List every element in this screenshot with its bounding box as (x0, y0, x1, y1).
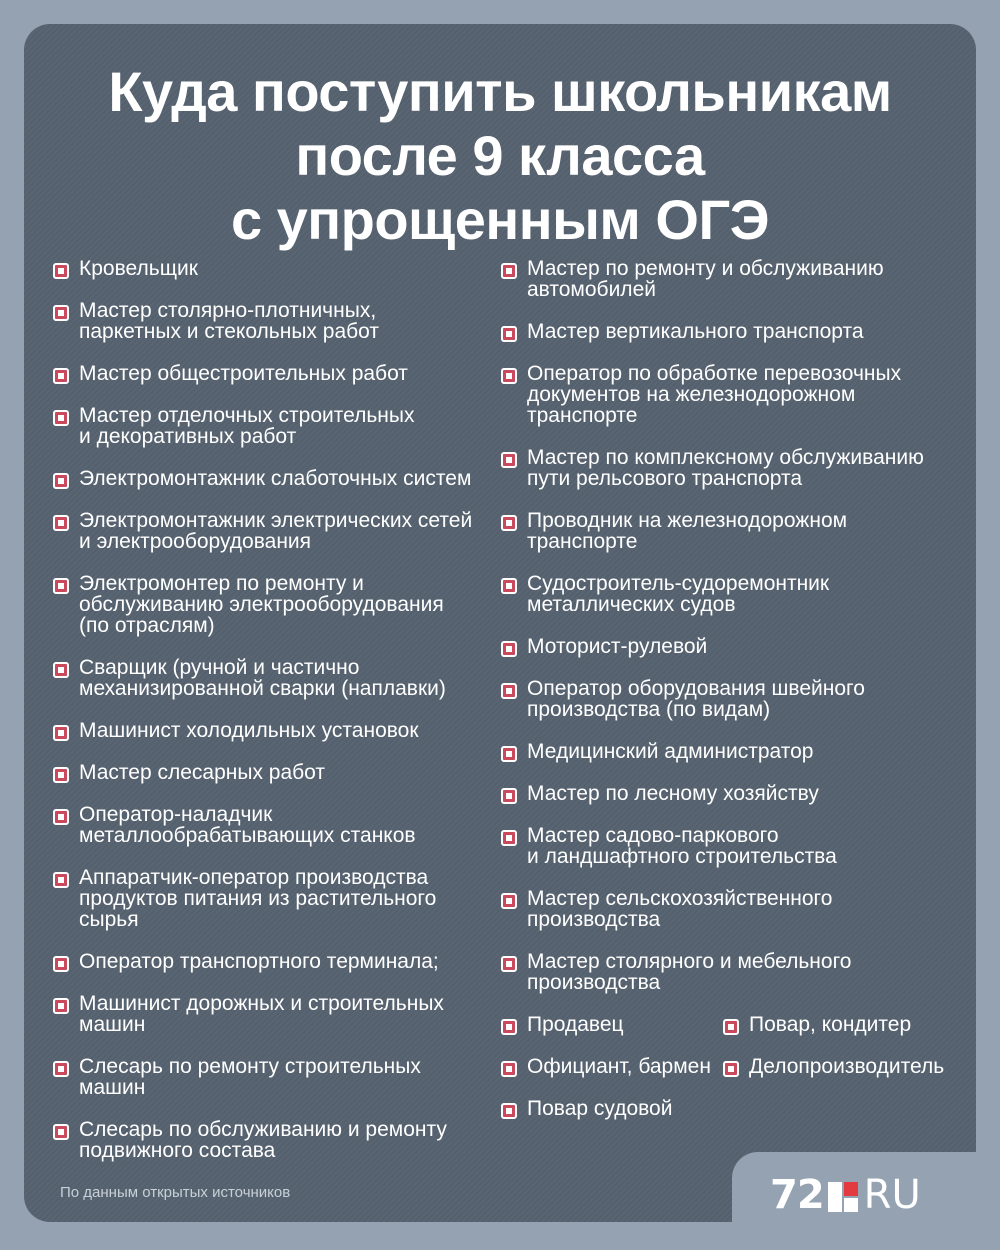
list-item (722, 1056, 944, 1077)
list-item-text: Продавец (527, 1013, 624, 1036)
list-item (500, 363, 960, 426)
list-item (52, 867, 492, 930)
brand-logo (770, 1172, 921, 1218)
list-item-text: Сварщик (ручной и частично (79, 656, 360, 679)
bullet-icon (501, 326, 517, 342)
list-item-text: машин (79, 1076, 146, 1099)
bullet-icon (53, 410, 69, 426)
bullet-icon (501, 1103, 517, 1119)
list-item-text: (по отраслям) (79, 614, 215, 637)
bullet-icon (53, 956, 69, 972)
list-item (52, 1119, 492, 1161)
list-item-text: Повар, кондитер (749, 1013, 912, 1036)
list-item (500, 1014, 722, 1035)
bullet-icon (53, 473, 69, 489)
bullet-icon (53, 263, 69, 279)
list-item (52, 510, 492, 552)
title-line: с упрощенным ОГЭ (230, 188, 770, 251)
list-item-text: транспорте (527, 404, 638, 427)
list-item-text: Кровельщик (79, 257, 198, 280)
list-item-text: и электрооборудования (79, 530, 312, 553)
list-item (500, 510, 960, 552)
list-item-text: Мастер слесарных работ (79, 761, 326, 784)
bullet-icon (501, 956, 517, 972)
list-item (52, 573, 492, 636)
list-item-text: паркетных и стекольных работ (79, 320, 379, 343)
bullet-icon (501, 578, 517, 594)
list-item-text: металлообрабатывающих станков (79, 824, 416, 847)
list-item-text: сырья (79, 908, 139, 931)
bullet-icon (53, 872, 69, 888)
bullet-icon (53, 368, 69, 384)
list-item (500, 321, 960, 342)
list-item (500, 573, 960, 615)
list-item-text: Мастер по ремонту и обслуживанию (527, 257, 884, 280)
bullet-icon (53, 1061, 69, 1077)
list-item (52, 951, 492, 972)
bullet-icon (53, 725, 69, 741)
list-item-text: производства (527, 971, 661, 994)
list-item (52, 993, 492, 1035)
bullet-icon (501, 641, 517, 657)
logo-mark-icon (828, 1182, 858, 1212)
bullet-icon (53, 767, 69, 783)
list-item-text: Мастер отделочных строительных (79, 404, 415, 427)
title-line: Куда поступить школьникам (108, 60, 892, 123)
list-item-text: Электромонтажник электрических сетей (79, 509, 473, 532)
list-item-text: механизированной сварки (наплавки) (79, 677, 446, 700)
list-item-text: Проводник на железнодорожном (527, 509, 848, 532)
list-item-text: транспорте (527, 530, 638, 553)
bullet-icon (501, 515, 517, 531)
list-item (500, 741, 960, 762)
list-item-text: и ландшафтного строительства (527, 845, 837, 868)
bullet-icon (501, 368, 517, 384)
bullet-icon (501, 746, 517, 762)
list-item (52, 363, 492, 384)
list-item-text: Слесарь по обслуживанию и ремонту (79, 1118, 447, 1141)
bullet-icon (501, 788, 517, 804)
bullet-icon (501, 893, 517, 909)
list-item-text: Мастер садово-паркового (527, 824, 779, 847)
list-item-text: Электромонтажник слаботочных систем (79, 467, 472, 490)
bullet-icon (723, 1061, 739, 1077)
list-item-text: Мастер столярно-плотничных, (79, 299, 377, 322)
list-item-text: машин (79, 1013, 146, 1036)
list-item-text: пути рельсового транспорта (527, 467, 803, 490)
list-item-text: Аппаратчик-оператор производства (79, 866, 429, 889)
list-item-text: Судостроитель-судоремонтник (527, 572, 830, 595)
list-item (52, 804, 492, 846)
list-item-text: Машинист дорожных и строительных (79, 992, 444, 1015)
bullet-icon (53, 515, 69, 531)
list-item (52, 657, 492, 699)
title-line: после 9 класса (295, 124, 705, 187)
list-item (500, 783, 960, 804)
list-item (500, 951, 960, 993)
bullet-icon (723, 1019, 739, 1035)
bullet-icon (501, 830, 517, 846)
profession-list-right (500, 258, 960, 1140)
list-item-text: Мастер сельскохозяйственного (527, 887, 833, 910)
bullet-icon (501, 263, 517, 279)
list-item (52, 405, 492, 447)
list-item (52, 258, 492, 279)
list-item-text: Официант, бармен (527, 1055, 711, 1078)
list-item (52, 1056, 492, 1098)
list-item-text: Слесарь по ремонту строительных (79, 1055, 421, 1078)
list-item-text: Моторист-рулевой (527, 635, 708, 658)
list-item (722, 1014, 911, 1035)
bullet-icon (53, 809, 69, 825)
list-item-text: металлических судов (527, 593, 736, 616)
profession-pair-row (500, 1014, 960, 1056)
bullet-icon (501, 452, 517, 468)
bullet-icon (501, 683, 517, 699)
list-item-text: Оператор транспортного терминала; (79, 950, 439, 973)
list-item-text: производства (527, 908, 661, 931)
list-item (52, 300, 492, 342)
list-item-text: Медицинский администратор (527, 740, 814, 763)
list-item-text: Оператор по обработке перевозочных (527, 362, 902, 385)
bullet-icon (53, 998, 69, 1014)
logo-suffix: RU (863, 1172, 921, 1218)
page-title (0, 60, 1000, 252)
bullet-icon (53, 305, 69, 321)
list-item-text: Оператор-наладчик (79, 803, 273, 826)
list-item-text: производства (по видам) (527, 698, 771, 721)
list-item-text: документов на железнодорожном (527, 383, 856, 406)
list-item (500, 447, 960, 489)
list-item (52, 720, 492, 741)
profession-list-left (52, 258, 492, 1182)
source-note: По данным открытых источников (60, 1184, 291, 1201)
list-item-text: и декоративных работ (79, 425, 297, 448)
list-item-text: Оператор оборудования швейного (527, 677, 865, 700)
list-item (52, 762, 492, 783)
bullet-icon (501, 1019, 517, 1035)
bullet-icon (53, 662, 69, 678)
bullet-icon (53, 1124, 69, 1140)
profession-list-right-main (500, 258, 960, 993)
list-item (500, 888, 960, 930)
list-item-text: Делопроизводитель (749, 1055, 945, 1078)
list-item (500, 636, 960, 657)
profession-pair-row (500, 1056, 960, 1098)
list-item-text: Машинист холодильных установок (79, 719, 419, 742)
list-item-text: обслуживанию электрооборудования (79, 593, 444, 616)
list-item-text: Повар судовой (527, 1097, 673, 1120)
list-item-text: Мастер общестроительных работ (79, 362, 408, 385)
list-item-text: подвижного состава (79, 1139, 276, 1162)
list-item-text: Мастер по комплексному обслуживанию (527, 446, 924, 469)
list-item-text: Мастер по лесному хозяйству (527, 782, 819, 805)
list-item-text: Электромонтер по ремонту и (79, 572, 364, 595)
list-item-text: продуктов питания из растительного (79, 887, 437, 910)
list-item (500, 678, 960, 720)
list-item-text: Мастер вертикального транспорта (527, 320, 864, 343)
list-item (52, 468, 492, 489)
logo-number: 72 (770, 1172, 824, 1218)
list-item (500, 825, 960, 867)
list-item (500, 1056, 722, 1077)
list-item-text: Мастер столярного и мебельного (527, 950, 852, 973)
list-item (500, 258, 960, 300)
list-item-text: автомобилей (527, 278, 656, 301)
bullet-icon (501, 1061, 517, 1077)
bullet-icon (53, 578, 69, 594)
list-item (500, 1098, 960, 1119)
